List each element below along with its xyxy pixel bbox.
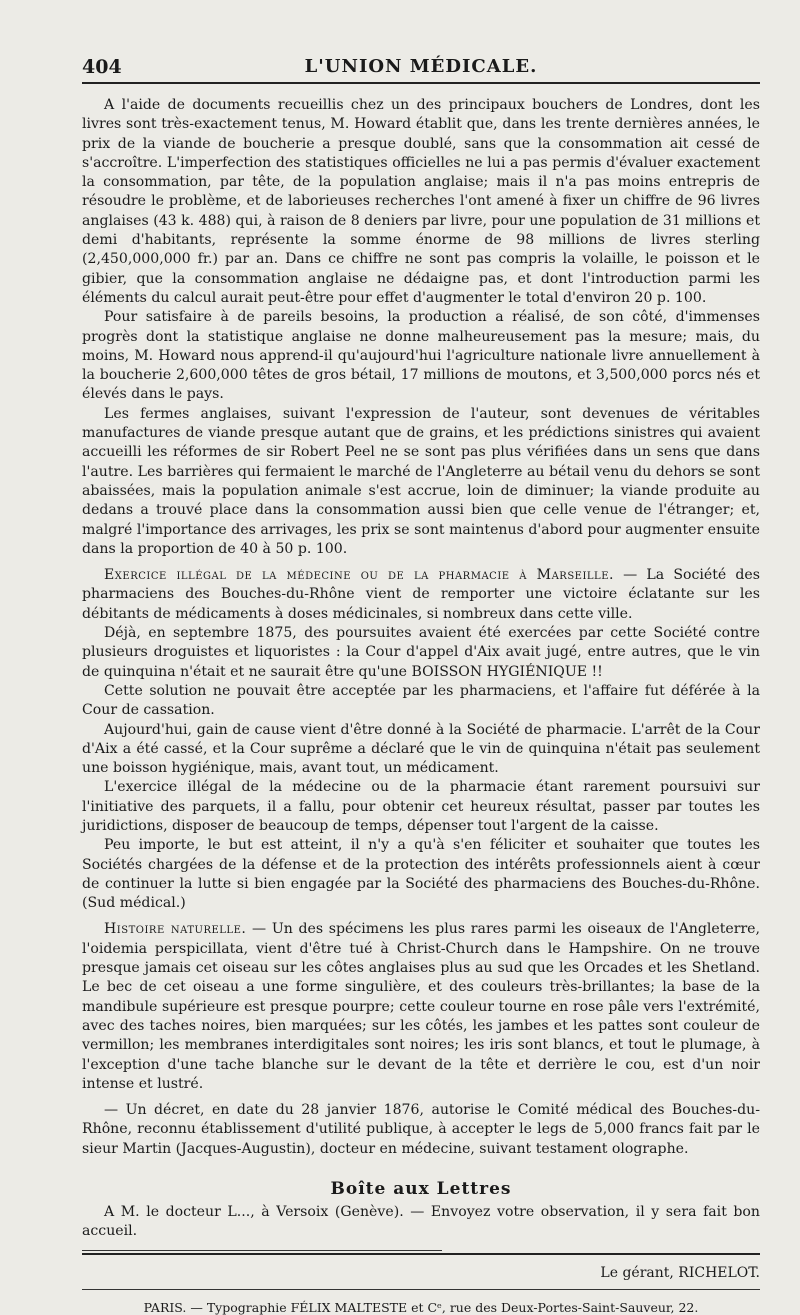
section-heading: Exercice illégal de la médecine ou de la pharmacie à Marseille. (104, 567, 614, 584)
divider (82, 1253, 760, 1255)
news-item-natural-history: Histoire naturelle. — Un des spécimens les plus rares parmi les oiseaux de l'Angleterre, l'oidemia perspicillata, vient d'être tué à Christ-Church dans le Hampshire. On ne trouve presque jamais cet oiseau sur les côtes anglaises plus au sud que les Orcades et les Shetland. Le bec de cet oiseau a une forme singulière, et des couleurs très-brillantes; la base de la mandibule supérieure est presque pourpre; cette couleur tourne en rose pâle vers l'extrémité, avec des taches noires, bien marquées; sur les côtés, les jambes et les pattes sont couleur de vermillon; les membranes interdigitales sont noires; les iris sont blancs, et tout le plumage, à l'exception d'une tache blanche sur le devant de la tête et derrière le cou, est d'un noir intense et lustré. (82, 921, 761, 1092)
paragraph: L'exercice illégal de la médecine ou de la pharmacie étant rarement poursuivi sur l'initiative des parquets, il a fallu, pour obtenir cet heureux résultat, passer par toutes les juridictions, disposer de beaucoup de temps, dépenser tout l'argent de la caisse. (82, 779, 760, 834)
divider (82, 1250, 442, 1251)
mailbox-text: A M. le docteur L..., à Versoix (Genève). — Envoyez votre observation, il y sera fait bon accueil. (82, 1204, 760, 1240)
paragraph: Aujourd'hui, gain de cause vient d'être donné à la Société de pharmacie. L'arrêt de la Cour d'Aix a été cassé, et la Cour suprême a déclaré que le vin de quinquina n'était pas seulement une boisson hygiénique, mais, avant tout, un médicament. (82, 721, 760, 777)
paragraph: Les fermes anglaises, suivant l'expression de l'auteur, sont devenues de véritables manufactures de viande presque autant que de grains, et les prédictions sinistres qui avaient accueilli les réformes de sir Robert Peel ne se sont pas plus vérifiées dans un sens que dans l'autre. Les barrières qui fermaient le marché de l'Angleterre au bétail venu du dehors se sont abaissées, mais la population animale s'est accrue, loin de diminuer; la viande produite au dedans a trouvé place dans la consommation aussi bien que celle venue de l'étranger; et, malgré l'importance des arrivages, les prix se sont maintenus d'abord pour augmenter ensuite dans la proportion de 40 à 50 p. 100. (82, 405, 760, 557)
paragraph: Pour satisfaire à de pareils besoins, la production a réalisé, de son côté, d'immenses progrès dont la statistique anglaise ne donne malheureusement pas la mesure; mais, du moins, M. Howard nous apprend-il qu'aujourd'hui l'agriculture nationale livre annuellement à la boucherie 2,600,000 têtes de gros bétail, 17 millions de moutons, et 3,500,000 porcs nés et élevés dans le pays. (82, 309, 760, 403)
manager-signature: Le gérant, RICHELOT. (600, 1264, 760, 1281)
printer-imprint: PARIS. — Typographie FÉLIX MALTESTE et Cᵉ, rue des Deux-Portes-Saint-Sauveur, 22. (143, 1299, 699, 1315)
news-item-marseille: Exercice illégal de la médecine ou de la pharmacie à Marseille. — La Société des pharmaciens des Bouches-du-Rhône vient de remporter une victoire éclatante sur les débitants de médicaments à doses médicinales, si nombreux dans cette ville. (82, 567, 760, 622)
news-item-decree: — Un décret, en date du 28 janvier 1876, autorise le Comité médical des Bouches-du-Rhône, reconnu établissement d'utilité publique, à accepter le legs de 5,000 francs fait par le sieur Martin (Jacques-Augustin), docteur en médecine, suivant testament olographe. (82, 1102, 760, 1157)
journal-title: L'UNION MÉDICALE. (304, 56, 538, 77)
running-head (82, 48, 760, 84)
divider (82, 1289, 760, 1290)
mailbox-heading: Boîte aux Lettres (330, 1179, 512, 1200)
article-body (82, 96, 760, 1159)
paragraph: Déjà, en septembre 1875, des poursuites avaient été exercées par cette Société contre plusieurs droguistes et liquoristes : la Cour d'appel d'Aix avait jugé, entre autres, que le vin de quinquina n'était et ne saurait être qu'une BOISSON HYGIÉNIQUE !! (82, 625, 760, 680)
paragraph: A l'aide de documents recueillis chez un des principaux bouchers de Londres, dont les livres sont très-exactement tenus, M. Howard établit que, dans les trente dernières années, le prix de la viande de boucherie a presque doublé, sans que la consommation ait cessé de s'accroître. L'imperfection des statistiques officielles ne lui a pas permis d'évaluer exactement la consommation, par tête, de la population anglaise; mais il n'a pas moins entrepris de résoudre le problème, et de laborieuses recherches l'ont amené à fixer un chiffre de 96 livres anglaises (43 k. 488) qui, à raison de 8 deniers par livre, pour une population de 31 millions et demi d'habitants, représente la somme énorme de 98 millions de livres sterling (2,450,000,000 fr.) par an. Dans ce chiffre ne sont pas compris la volaille, le poisson et le gibier, que la consommation anglaise ne dédaigne pas, et dont l'introduction parmi les éléments du calcul aurait peut-être pour effet d'augmenter le total d'environ 20 p. 100. (82, 97, 760, 306)
paragraph: Cette solution ne pouvait être acceptée par les pharmaciens, et l'affaire fut déférée à la Cour de cassation. (82, 682, 760, 719)
section-heading: Histoire naturelle. (104, 921, 247, 938)
paragraph: Peu importe, le but est atteint, il n'y a qu'à s'en féliciter et souhaiter que toutes les Sociétés chargées de la défense et de la protection des intérêts professionnels aient à cœur de continuer la lutte si bien engagée par la Société des pharmaciens des Bouches-du-Rhône. (Sud médical.) (82, 837, 760, 912)
page-number: 404 (82, 56, 122, 78)
